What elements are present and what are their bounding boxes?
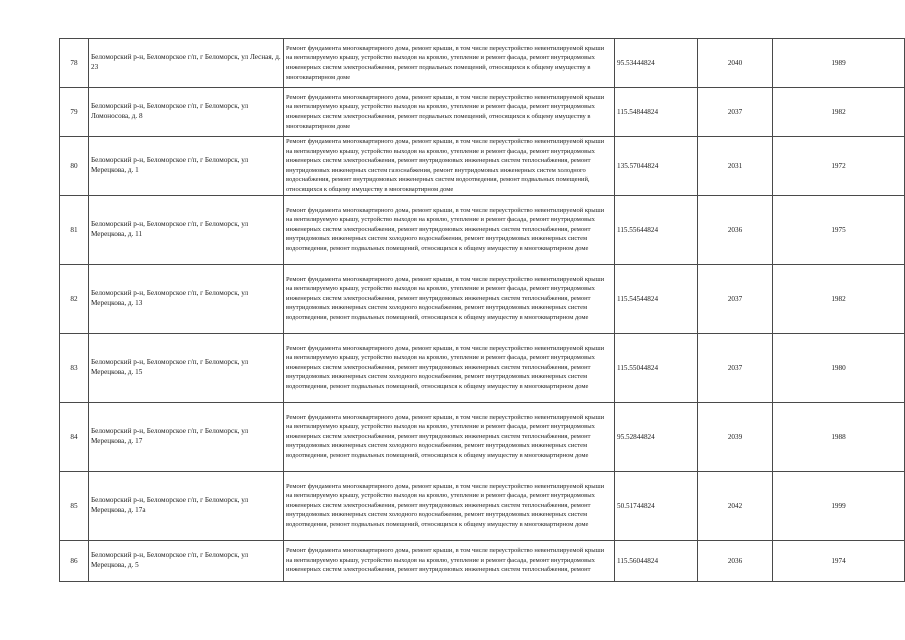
cost-cell: 115.54844824 <box>615 88 698 137</box>
planned-year-cell: 2036 <box>698 540 773 581</box>
row-number: 86 <box>60 540 89 581</box>
built-year-cell: 1982 <box>773 264 905 333</box>
repair-program-table <box>59 38 905 582</box>
planned-year-cell: 2039 <box>698 402 773 471</box>
address-cell: Беломорский р-н, Беломорское г/п, г Беломорск, ул Мерецкова, д. 1 <box>89 137 284 196</box>
planned-year-cell: 2036 <box>698 195 773 264</box>
built-year-cell: 1982 <box>773 88 905 137</box>
built-year-cell: 1999 <box>773 471 905 540</box>
works-cell: Ремонт фундамента многоквартирного дома, ремонт крыши, в том числе переустройство невентилируемой крыши на вентилируемую крышу, устройство выходов на кровлю, утепление и ремонт фасада, ремонт внутридомовых инженерных систем электроснабжения, ремонт внутридомовых инженерных систем теплоснабжения, ремонт внутридомовых инженерных систем холодного водоснабжения, ремонт внутридомовых инженерных систем водоотведения, ремонт подвальных помещений, относящихся к общему имуществу в многоквартирном доме <box>284 471 615 540</box>
built-year-cell: 1989 <box>773 39 905 88</box>
cost-cell: 115.55044824 <box>615 333 698 402</box>
table-row <box>60 264 905 333</box>
cost-cell: 115.56044824 <box>615 540 698 581</box>
address-cell: Беломорский р-н, Беломорское г/п, г Беломорск, ул Мерецкова, д. 15 <box>89 333 284 402</box>
works-cell: Ремонт фундамента многоквартирного дома, ремонт крыши, в том числе переустройство невентилируемой крыши на вентилируемую крышу, устройство выходов на кровлю, утепление и ремонт фасада, ремонт внутридомовых инженерных систем электроснабжения, ремонт внутридомовых инженерных систем теплоснабжения, ремонт внутридомовых инженерных систем холодного водоснабжения, ремонт внутридомовых инженерных систем водоотведения, ремонт подвальных помещений, относящихся к общему имуществу в многоквартирном доме <box>284 333 615 402</box>
works-cell: Ремонт фундамента многоквартирного дома, ремонт крыши, в том числе переустройство невентилируемой крыши на вентилируемую крышу, устройство выходов на кровлю, утепление и ремонт фасада, ремонт внутридомовых инженерных систем электроснабжения, ремонт подвальных помещений, относящихся к общему имуществу в многоквартирном доме <box>284 88 615 137</box>
cost-cell: 135.57044824 <box>615 137 698 196</box>
built-year-cell: 1972 <box>773 137 905 196</box>
cost-cell: 50.51744824 <box>615 471 698 540</box>
table-row <box>60 39 905 88</box>
cost-cell: 95.52844824 <box>615 402 698 471</box>
built-year-cell: 1980 <box>773 333 905 402</box>
table-row <box>60 137 905 196</box>
address-cell: Беломорский р-н, Беломорское г/п, г Беломорск, ул Мерецкова, д. 17а <box>89 471 284 540</box>
planned-year-cell: 2031 <box>698 137 773 196</box>
address-cell: Беломорский р-н, Беломорское г/п, г Беломорск, ул Мерецкова, д. 17 <box>89 402 284 471</box>
planned-year-cell: 2037 <box>698 333 773 402</box>
table-row <box>60 471 905 540</box>
works-cell: Ремонт фундамента многоквартирного дома, ремонт крыши, в том числе переустройство невентилируемой крыши на вентилируемую крышу, устройство выходов на кровлю, утепление и ремонт фасада, ремонт внутридомовых инженерных систем электроснабжения, ремонт внутридомовых инженерных систем теплоснабжения, ремонт внутридомовых инженерных систем холодного водоснабжения, ремонт внутридомовых инженерных систем водоотведения, ремонт подвальных помещений, относящихся к общему имуществу в многоквартирном доме <box>284 195 615 264</box>
table-row <box>60 195 905 264</box>
address-cell: Беломорский р-н, Беломорское г/п, г Беломорск, ул Мерецкова, д. 5 <box>89 540 284 581</box>
row-number: 82 <box>60 264 89 333</box>
address-cell: Беломорский р-н, Беломорское г/п, г Беломорск, ул Мерецкова, д. 13 <box>89 264 284 333</box>
row-number: 81 <box>60 195 89 264</box>
row-number: 85 <box>60 471 89 540</box>
address-cell: Беломорский р-н, Беломорское г/п, г Беломорск, ул Мерецкова, д. 11 <box>89 195 284 264</box>
row-number: 83 <box>60 333 89 402</box>
built-year-cell: 1988 <box>773 402 905 471</box>
table-row <box>60 402 905 471</box>
table-row <box>60 333 905 402</box>
works-cell: Ремонт фундамента многоквартирного дома, ремонт крыши, в том числе переустройство невентилируемой крыши на вентилируемую крышу, устройство выходов на кровлю, утепление и ремонт фасада, ремонт внутридомовых инженерных систем электроснабжения, ремонт внутридомовых инженерных систем теплоснабжения, ремонт внутридомовых инженерных систем газоснабжения, ремонт внутридомовых инженерных систем холодного водоснабжения, ремонт внутридомовых инженерных систем водоотведения, ремонт подвальных помещений, относящихся к общему имуществу в многоквартирном доме <box>284 137 615 196</box>
works-cell: Ремонт фундамента многоквартирного дома, ремонт крыши, в том числе переустройство невентилируемой крыши на вентилируемую крышу, устройство выходов на кровлю, утепление и ремонт фасада, ремонт внутридомовых инженерных систем электроснабжения, ремонт внутридомовых инженерных систем теплоснабжения, ремонт внутридомовых инженерных систем холодного водоснабжения, ремонт внутридомовых инженерных систем водоотведения, ремонт подвальных помещений, относящихся к общему имуществу в многоквартирном доме <box>284 264 615 333</box>
planned-year-cell: 2042 <box>698 471 773 540</box>
works-cell: Ремонт фундамента многоквартирного дома, ремонт крыши, в том числе переустройство невентилируемой крыши на вентилируемую крышу, устройство выходов на кровлю, утепление и ремонт фасада, ремонт внутридомовых инженерных систем электроснабжения, ремонт внутридомовых инженерных систем теплоснабжения, ремонт внутридомовых инженерных систем холодного водоснабжения, ремонт внутридомовых инженерных систем водоотведения, ремонт подвальных помещений, относящихся к общему имуществу в многоквартирном доме <box>284 402 615 471</box>
planned-year-cell: 2040 <box>698 39 773 88</box>
cost-cell: 115.54544824 <box>615 264 698 333</box>
planned-year-cell: 2037 <box>698 264 773 333</box>
row-number: 79 <box>60 88 89 137</box>
built-year-cell: 1974 <box>773 540 905 581</box>
row-number: 84 <box>60 402 89 471</box>
built-year-cell: 1975 <box>773 195 905 264</box>
row-number: 78 <box>60 39 89 88</box>
cost-cell: 115.55644824 <box>615 195 698 264</box>
planned-year-cell: 2037 <box>698 88 773 137</box>
table-row <box>60 88 905 137</box>
address-cell: Беломорский р-н, Беломорское г/п, г Беломорск, ул Ломоносова, д. 8 <box>89 88 284 137</box>
row-number: 80 <box>60 137 89 196</box>
cost-cell: 95.53444824 <box>615 39 698 88</box>
works-cell: Ремонт фундамента многоквартирного дома, ремонт крыши, в том числе переустройство невентилируемой крыши на вентилируемую крышу, устройство выходов на кровлю, утепление и ремонт фасада, ремонт внутридомовых инженерных систем электроснабжения, ремонт подвальных помещений, относящихся к общему имуществу в многоквартирном доме <box>284 39 615 88</box>
table-row <box>60 540 905 581</box>
address-cell: Беломорский р-н, Беломорское г/п, г Беломорск, ул Лесная, д. 23 <box>89 39 284 88</box>
works-cell: Ремонт фундамента многоквартирного дома, ремонт крыши, в том числе переустройство невентилируемой крыши на вентилируемую крышу, устройство выходов на кровлю, утепление и ремонт фасада, ремонт внутридомовых инженерных систем электроснабжения, ремонт внутридомовых инженерных систем теплоснабжения, ремонт <box>284 540 615 581</box>
